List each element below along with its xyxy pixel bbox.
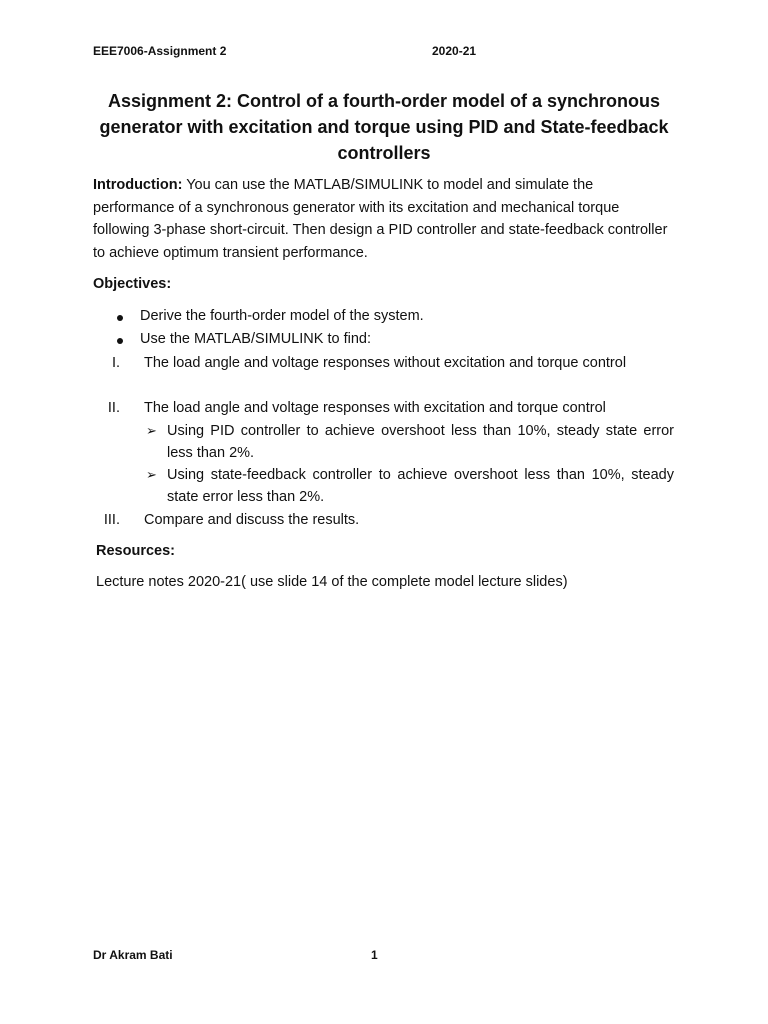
item-number: II. [107, 400, 120, 416]
sub-item-text: Using state-feedback controller to achieve overshoot less than 10%, steady state error less than 2%. [167, 467, 674, 505]
item-number: III. [103, 512, 120, 528]
item-text: The load angle and voltage responses without excitation and torque control [144, 355, 627, 371]
introduction-paragraph [93, 174, 675, 264]
item-number: I. [111, 355, 120, 371]
bullet-dot-icon [117, 315, 123, 321]
header-course: EEE7006-Assignment 2 [93, 44, 227, 58]
bullet-item [140, 331, 371, 347]
sub-item-text: Using PID controller to achieve overshoot less than 10%, steady state error less than 2%. [167, 423, 674, 461]
item-text: The load angle and voltage responses with excitation and torque control [144, 400, 606, 416]
introduction-text: You can use the MATLAB/SIMULINK to model and simulate the performance of a synchronous generator with its excitation and mechanical torque following 3-phase short-circuit. Then design a PID controller and state-feedback controller to achieve optimum transient performance. [93, 177, 668, 261]
footer-author: Dr Akram Bati [93, 948, 173, 962]
introduction-label: Introduction: [93, 177, 183, 193]
arrow-bullet-icon: ➢ [146, 467, 157, 482]
bullet-dot-icon [117, 338, 123, 344]
item-text: Compare and discuss the results. [144, 512, 360, 528]
objectives-label: Objectives: [93, 276, 172, 292]
document-title: Assignment 2: Control of a fourth-order model of a synchronous generator with excitation and torque using PID and State-feedback controllers [99, 91, 669, 163]
bullet-text: Derive the fourth-order model of the system. [140, 308, 424, 324]
bullet-text: Use the MATLAB/SIMULINK to find: [140, 331, 372, 347]
header-year: 2020-21 [432, 44, 477, 58]
resources-text: Lecture notes 2020-21( use slide 14 of the complete model lecture slides) [96, 574, 568, 590]
arrow-bullet-icon: ➢ [146, 423, 157, 438]
bullet-item [140, 308, 424, 324]
resources-label: Resources: [96, 543, 175, 559]
footer-page-number: 1 [371, 948, 378, 962]
